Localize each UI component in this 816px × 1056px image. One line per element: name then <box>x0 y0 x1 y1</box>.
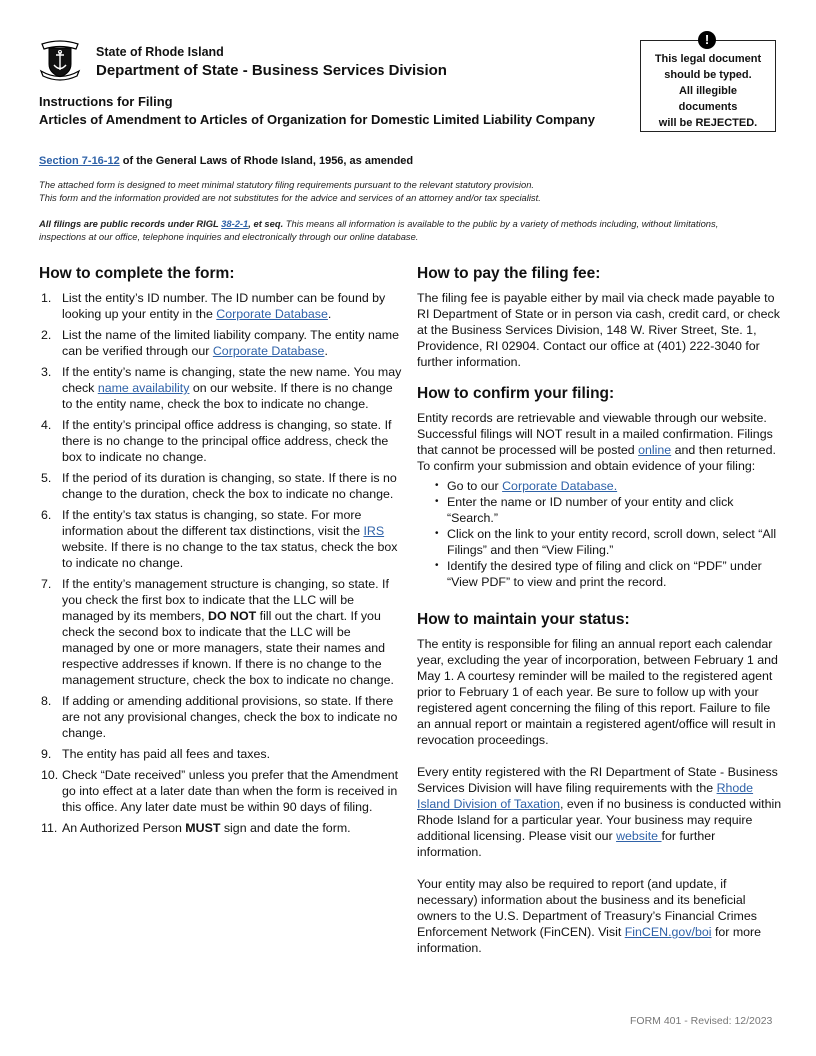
list-item: 3. If the entity’s name is changing, state the new name. You may check name availability on our website. If there is no change to the entity name, check the box to indicate no change. <box>41 365 402 411</box>
state-name: State of Rhode Island <box>96 45 224 59</box>
list-item: 5. If the period of its duration is changing, so state. If there is no change to the duration, check the box to indicate no change. <box>41 471 397 501</box>
warning-line: will be REJECTED. <box>658 117 758 129</box>
list-item: 7. If the entity’s management structure is changing, so state. If you check the first box to indicate that the LLC will be managed by its members, DO NOT fill out the chart. If you check the second box to indicate that the LLC will be managed by one or more managers, state their names and respective addresses if known. If there is no change to the management structure, check the box to indicate no change. <box>41 577 394 687</box>
warning-line: This legal document <box>654 53 762 65</box>
statute-text: of the General Laws of Rhode Island, 1956, as amended <box>119 155 414 167</box>
section-heading: How to maintain your status: <box>417 611 630 628</box>
document-title <box>39 93 619 129</box>
form-revision-footer: FORM 401 - Revised: 12/2023 <box>630 1015 773 1027</box>
rigl-link[interactable]: 38-2-1 <box>221 218 249 229</box>
list-item: 11. An Authorized Person MUST sign and date the form. <box>41 821 351 835</box>
section-heading: How to complete the form: <box>39 265 235 282</box>
typed-document-warning-box <box>640 32 776 132</box>
division-of-taxation-link[interactable]: Rhode Island Division of Taxation <box>417 781 754 811</box>
list-item: • Go to our Corporate Database. <box>435 478 782 494</box>
public-bold-2: , et seq. <box>248 218 284 229</box>
list-item: 9. The entity has paid all fees and taxes. <box>41 747 271 761</box>
website-link[interactable]: website <box>616 829 662 843</box>
section-link[interactable]: Section 7-16-12 <box>39 155 120 167</box>
public-records-notice <box>39 218 759 243</box>
list-item: 10. Check “Date received” unless you prefer that the Amendment go into effect at a later date than when the form is received in this office. Any later date must be within 90 days of filing. <box>41 768 399 814</box>
maintain-text-3: Your entity may also be required to report (and update, if necessary) information about the business and its beneficial owners to the U.S. Department of Treasury’s Financial Crimes Enforcement Network (FinCEN). Visit FinCEN.gov/boi for more information. <box>417 877 762 955</box>
confirm-steps <box>417 478 782 590</box>
rhode-island-seal-icon <box>38 38 82 82</box>
instructions-title: Instructions for Filing <box>39 94 173 109</box>
statute-reference <box>39 155 413 167</box>
warning-line: documents <box>678 101 738 113</box>
list-item: 8. If adding or amending additional provisions, so state. If there are not any provisional changes, check the box to indicate no change. <box>41 694 398 740</box>
list-item: 2. List the name of the limited liability company. The entity name can be verified through our Corporate Database. <box>41 328 400 358</box>
corporate-database-link[interactable]: Corporate Database. <box>502 479 618 493</box>
complete-form-section <box>39 266 404 841</box>
corporate-database-link[interactable]: Corporate Database <box>212 344 325 358</box>
right-column <box>417 266 782 956</box>
disclaimer <box>39 179 759 204</box>
name-availability-link[interactable]: name availability <box>97 381 190 395</box>
maintain-text-2: Every entity registered with the RI Department of State - Business Services Division will have filing requirements with the Rhode Island Division of Taxation, even if no business is conducted within Rhode Island for a particular year. Your business may require additional licensing. Please visit our website for further information. <box>417 765 782 859</box>
list-item: 1. List the entity’s ID number. The ID number can be found by looking up your entity in the Corporate Database. <box>41 291 386 321</box>
list-item: 4. If the entity’s principal office address is changing, so state. If there is no change to the principal office address, check the box to indicate no change. <box>41 418 392 464</box>
maintain-text-1: The entity is responsible for filing an annual report each calendar year, excluding the year of incorporation, between February 1 and May 1. A courtesy reminder will be mailed to the registered agent prior to February 1 of each year. Be sure to follow up with your registered agent concerning the filing of this report. Failure to file an annual report or maintain a registered agent/office will result in revocation proceedings. <box>417 637 778 747</box>
warning-line: should be typed. <box>664 69 752 81</box>
section-heading: How to confirm your filing: <box>417 385 615 402</box>
public-text: This means all information is available to the public by a variety of methods including, without limitations, inspections at our office, telephone inquiries and electronically through our online database. <box>39 218 719 242</box>
online-link[interactable]: online <box>638 443 672 457</box>
irs-link[interactable]: IRS <box>363 524 385 538</box>
fincen-link[interactable]: FinCEN.gov/boi <box>624 925 712 939</box>
department-name: Department of State - Business Services Division <box>96 62 447 79</box>
confirm-text: Entity records are retrievable and viewable through our website. Successful filings will NOT result in a mailed confirmation. Filings that cannot be processed will be posted online and then returned. To confirm your submission and obtain evidence of your filing: <box>417 411 776 473</box>
list-item: • Enter the name or ID number of your entity and click “Search.” <box>435 494 782 526</box>
corporate-database-link[interactable]: Corporate Database <box>216 307 328 321</box>
form-title: Articles of Amendment to Articles of Organization for Domestic Limited Liability Company <box>39 112 595 127</box>
section-heading: How to pay the filing fee: <box>417 265 601 282</box>
disclaimer-line-1: The attached form is designed to meet minimal statutory filing requirements pursuant to the relevant statutory provision. <box>39 179 535 190</box>
list-item: • Click on the link to your entity record, scroll down, select “All Filings” and then “View Filing.” <box>435 526 782 558</box>
pay-fee-text: The filing fee is payable either by mail via check made payable to RI Department of State or in person via cash, credit card, or check at the Business Services Division, 148 W. River Street, Ste. 1, Providence, RI 02904. Contact our office at (401) 222-3040 for further information. <box>417 291 780 369</box>
instruction-list <box>39 290 404 836</box>
disclaimer-line-2: This form and the information provided are not substitutes for the advice and services of an attorney and/or tax specialist. <box>39 191 541 203</box>
exclamation-icon: ! <box>698 31 716 49</box>
public-bold-1: All filings are public records under RIGL <box>39 218 222 229</box>
warning-line: All illegible <box>678 85 738 97</box>
list-item: 6. If the entity’s tax status is changing, so state. For more information about the different tax distinctions, visit the IRS website. If there is no change to the tax status, check the box to indicate no change. <box>41 508 398 570</box>
list-item: • Identify the desired type of filing and click on “PDF” under “View PDF” to view and print the record. <box>435 558 782 590</box>
